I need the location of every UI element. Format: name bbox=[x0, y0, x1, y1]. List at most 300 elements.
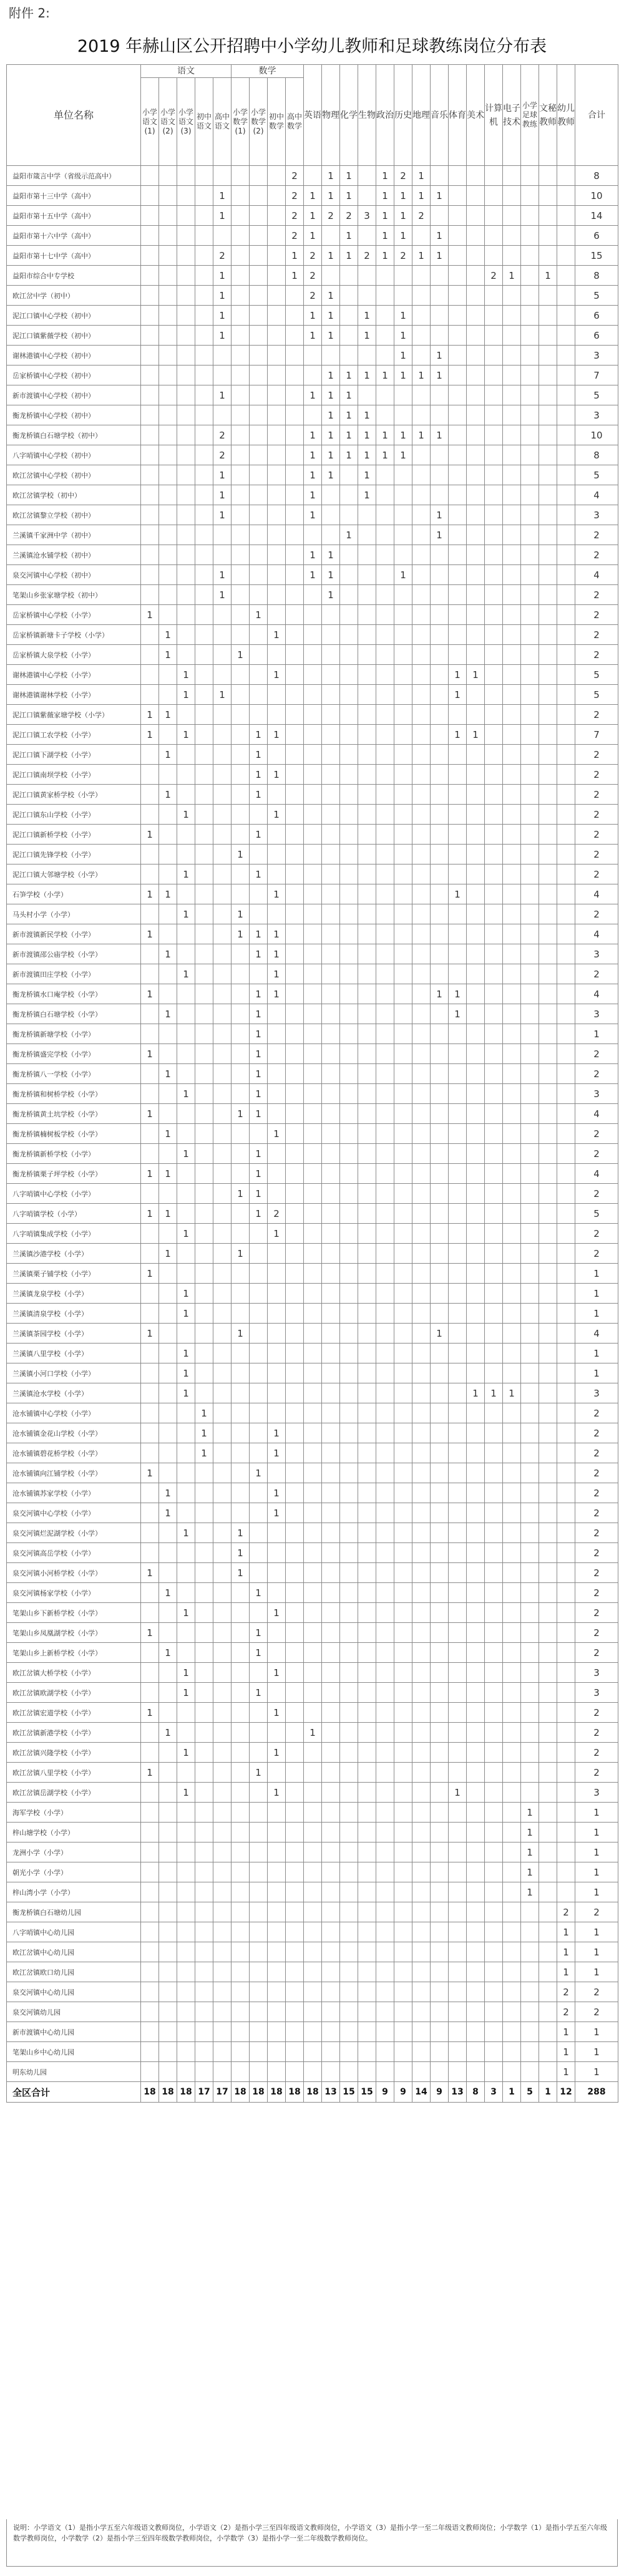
position-count-cell bbox=[250, 1383, 268, 1403]
position-count-cell bbox=[340, 465, 358, 485]
position-count-cell: 1 bbox=[159, 1583, 177, 1603]
position-count-cell bbox=[340, 1284, 358, 1304]
row-total-cell: 2 bbox=[575, 1543, 618, 1563]
position-count-cell bbox=[431, 765, 449, 785]
position-count-cell: 1 bbox=[322, 445, 340, 465]
position-count-cell bbox=[358, 984, 376, 1004]
position-count-cell bbox=[412, 924, 431, 944]
position-count-cell: 2 bbox=[286, 186, 304, 206]
position-count-cell bbox=[539, 884, 557, 904]
position-count-cell: 1 bbox=[213, 266, 232, 286]
position-count-cell bbox=[286, 1124, 304, 1144]
position-count-cell: 15 bbox=[340, 2082, 358, 2103]
row-total-cell: 6 bbox=[575, 326, 618, 346]
position-count-cell bbox=[268, 505, 286, 525]
position-count-cell: 1 bbox=[268, 984, 286, 1004]
position-count-cell bbox=[412, 585, 431, 605]
table-row bbox=[7, 725, 618, 745]
position-count-cell bbox=[376, 286, 394, 306]
position-count-cell bbox=[412, 1423, 431, 1443]
position-count-cell bbox=[177, 226, 195, 246]
position-count-cell bbox=[250, 1423, 268, 1443]
position-count-cell: 1 bbox=[177, 725, 195, 745]
position-count-cell bbox=[340, 1044, 358, 1064]
position-count-cell bbox=[485, 1823, 503, 1842]
position-count-cell bbox=[449, 286, 467, 306]
position-count-cell bbox=[449, 1084, 467, 1104]
position-count-cell bbox=[304, 904, 322, 924]
position-count-cell bbox=[521, 346, 539, 366]
position-count-cell bbox=[539, 1862, 557, 1882]
position-count-cell bbox=[322, 1683, 340, 1703]
position-count-cell: 1 bbox=[250, 765, 268, 785]
position-count-cell bbox=[159, 1603, 177, 1623]
row-total-cell: 1 bbox=[575, 1264, 618, 1284]
position-count-cell bbox=[412, 745, 431, 765]
table-body bbox=[7, 166, 618, 2103]
position-count-cell: 1 bbox=[304, 465, 322, 485]
position-count-cell bbox=[503, 485, 521, 505]
position-count-cell bbox=[467, 425, 485, 445]
position-count-cell bbox=[141, 2042, 159, 2062]
position-count-cell bbox=[340, 964, 358, 984]
position-count-cell bbox=[268, 1583, 286, 1603]
position-count-cell bbox=[159, 1383, 177, 1403]
position-count-cell bbox=[358, 1324, 376, 1344]
position-count-cell: 1 bbox=[141, 984, 159, 1004]
position-count-cell bbox=[304, 1084, 322, 1104]
position-count-cell bbox=[340, 845, 358, 864]
table-row bbox=[7, 924, 618, 944]
unit-name: 泉交河镇幼儿园 bbox=[7, 2002, 141, 2022]
position-count-cell bbox=[394, 1942, 412, 1962]
position-count-cell bbox=[195, 525, 213, 545]
position-count-cell bbox=[141, 1144, 159, 1164]
position-count-cell bbox=[521, 904, 539, 924]
position-count-cell bbox=[213, 1224, 232, 1244]
position-count-cell bbox=[322, 864, 340, 884]
position-count-cell bbox=[485, 405, 503, 425]
position-count-cell bbox=[304, 725, 322, 745]
position-count-cell bbox=[539, 1244, 557, 1264]
position-count-cell bbox=[539, 1044, 557, 1064]
row-total-cell: 2 bbox=[575, 1503, 618, 1523]
position-count-cell bbox=[449, 1284, 467, 1304]
position-count-cell bbox=[503, 286, 521, 306]
position-count-cell bbox=[521, 1902, 539, 1922]
position-count-cell bbox=[286, 745, 304, 765]
position-count-cell bbox=[322, 1543, 340, 1563]
position-count-cell bbox=[159, 765, 177, 785]
position-count-cell bbox=[322, 1902, 340, 1922]
position-count-cell bbox=[322, 1523, 340, 1543]
position-count-cell bbox=[376, 1104, 394, 1124]
position-count-cell bbox=[412, 1324, 431, 1344]
position-count-cell bbox=[232, 1224, 250, 1244]
position-count-cell bbox=[539, 206, 557, 226]
position-count-cell bbox=[503, 1144, 521, 1164]
position-count-cell bbox=[141, 745, 159, 765]
position-count-cell bbox=[340, 745, 358, 765]
position-count-cell bbox=[539, 805, 557, 825]
position-count-cell bbox=[268, 1024, 286, 1044]
position-count-cell bbox=[431, 1583, 449, 1603]
position-count-cell bbox=[286, 1743, 304, 1763]
unit-name: 泥江口镇先锋学校（小学） bbox=[7, 845, 141, 864]
position-count-cell bbox=[232, 1483, 250, 1503]
position-count-cell bbox=[141, 1603, 159, 1623]
position-count-cell bbox=[485, 1723, 503, 1743]
position-count-cell bbox=[159, 1184, 177, 1204]
position-count-cell bbox=[286, 1543, 304, 1563]
position-count-cell: 1 bbox=[250, 1144, 268, 1164]
position-count-cell bbox=[340, 565, 358, 585]
position-count-cell bbox=[521, 1084, 539, 1104]
position-count-cell: 1 bbox=[250, 1064, 268, 1084]
position-count-cell bbox=[250, 505, 268, 525]
position-count-cell bbox=[394, 1862, 412, 1882]
position-count-cell: 13 bbox=[449, 2082, 467, 2103]
position-count-cell bbox=[232, 1463, 250, 1483]
position-count-cell bbox=[521, 845, 539, 864]
position-count-cell bbox=[467, 1224, 485, 1244]
position-count-cell: 1 bbox=[268, 1783, 286, 1803]
position-count-cell bbox=[358, 166, 376, 186]
position-count-cell bbox=[394, 1423, 412, 1443]
position-count-cell bbox=[412, 1124, 431, 1144]
position-count-cell bbox=[141, 864, 159, 884]
position-count-cell bbox=[213, 1922, 232, 1942]
position-count-cell: 1 bbox=[358, 485, 376, 505]
col-header-biology: 生物 bbox=[358, 65, 376, 166]
position-count-cell bbox=[304, 984, 322, 1004]
position-count-cell bbox=[467, 1902, 485, 1922]
position-count-cell bbox=[177, 2022, 195, 2042]
position-count-cell bbox=[394, 765, 412, 785]
position-count-cell bbox=[358, 705, 376, 725]
position-count-cell bbox=[250, 1703, 268, 1723]
position-count-cell bbox=[177, 1064, 195, 1084]
position-count-cell bbox=[340, 645, 358, 665]
position-count-cell bbox=[521, 2022, 539, 2042]
position-count-cell bbox=[141, 1803, 159, 1823]
position-count-cell bbox=[340, 625, 358, 645]
col-header-geography: 地理 bbox=[412, 65, 431, 166]
position-count-cell bbox=[250, 1842, 268, 1862]
position-count-cell: 1 bbox=[394, 306, 412, 326]
row-total-cell: 2 bbox=[575, 545, 618, 565]
position-count-cell bbox=[412, 1902, 431, 1922]
unit-name: 衡龙桥镇栗子坪学校（小学） bbox=[7, 1164, 141, 1184]
position-count-cell: 1 bbox=[159, 884, 177, 904]
position-count-cell bbox=[159, 2002, 177, 2022]
position-count-cell bbox=[141, 1024, 159, 1044]
position-count-cell bbox=[557, 785, 575, 805]
position-count-cell bbox=[557, 1004, 575, 1024]
position-count-cell: 1 bbox=[557, 2062, 575, 2082]
position-count-cell: 1 bbox=[431, 366, 449, 385]
position-count-cell bbox=[340, 1383, 358, 1403]
position-count-cell: 18 bbox=[286, 2082, 304, 2103]
position-count-cell bbox=[521, 1723, 539, 1743]
position-count-cell bbox=[286, 2002, 304, 2022]
position-count-cell: 18 bbox=[304, 2082, 322, 2103]
position-count-cell bbox=[141, 405, 159, 425]
position-count-cell bbox=[394, 1823, 412, 1842]
position-count-cell bbox=[322, 1723, 340, 1743]
position-count-cell bbox=[394, 665, 412, 685]
unit-name: 益阳市箴言中学（省级示范高中） bbox=[7, 166, 141, 186]
position-count-cell bbox=[412, 505, 431, 525]
position-count-cell bbox=[467, 605, 485, 625]
position-count-cell bbox=[557, 326, 575, 346]
position-count-cell bbox=[358, 1244, 376, 1264]
position-count-cell bbox=[557, 924, 575, 944]
position-count-cell bbox=[449, 166, 467, 186]
position-count-cell: 2 bbox=[557, 1902, 575, 1922]
position-count-cell: 1 bbox=[232, 1244, 250, 1264]
position-count-cell bbox=[340, 1962, 358, 1982]
position-count-cell bbox=[322, 1224, 340, 1244]
row-total-cell: 5 bbox=[575, 685, 618, 705]
position-count-cell bbox=[159, 2062, 177, 2082]
position-count-cell bbox=[412, 845, 431, 864]
position-count-cell bbox=[159, 2042, 177, 2062]
position-count-cell bbox=[485, 346, 503, 366]
unit-name: 新市渡镇新民学校（小学） bbox=[7, 924, 141, 944]
position-count-cell: 1 bbox=[250, 1184, 268, 1204]
position-count-cell bbox=[286, 964, 304, 984]
position-count-cell bbox=[141, 964, 159, 984]
position-count-cell bbox=[394, 1044, 412, 1064]
position-count-cell bbox=[232, 1084, 250, 1104]
col-header-junior-chinese: 初中语文 bbox=[195, 78, 213, 166]
position-count-cell bbox=[304, 1443, 322, 1463]
position-count-cell bbox=[431, 1823, 449, 1842]
position-count-cell bbox=[159, 585, 177, 605]
position-count-cell: 1 bbox=[177, 685, 195, 705]
position-count-cell bbox=[485, 864, 503, 884]
position-count-cell bbox=[177, 1643, 195, 1663]
position-count-cell bbox=[286, 405, 304, 425]
position-count-cell bbox=[250, 326, 268, 346]
position-count-cell bbox=[539, 705, 557, 725]
position-count-cell: 2 bbox=[557, 1982, 575, 2002]
position-count-cell bbox=[449, 1603, 467, 1623]
position-count-cell bbox=[503, 1344, 521, 1363]
position-count-cell: 1 bbox=[394, 445, 412, 465]
position-count-cell bbox=[449, 1483, 467, 1503]
table-row bbox=[7, 1643, 618, 1663]
table-row bbox=[7, 1383, 618, 1403]
position-count-cell bbox=[213, 845, 232, 864]
position-count-cell bbox=[412, 1723, 431, 1743]
col-header-primary-math-1: 小学数学(1) bbox=[232, 78, 250, 166]
position-count-cell bbox=[177, 1164, 195, 1184]
position-count-cell bbox=[358, 1942, 376, 1962]
position-count-cell: 1 bbox=[322, 326, 340, 346]
position-count-cell bbox=[539, 984, 557, 1004]
position-count-cell bbox=[358, 1443, 376, 1463]
position-count-cell: 1 bbox=[268, 1503, 286, 1523]
position-count-cell bbox=[213, 1882, 232, 1902]
table-row bbox=[7, 1304, 618, 1324]
position-count-cell bbox=[557, 1024, 575, 1044]
position-count-cell: 1 bbox=[268, 1703, 286, 1723]
position-count-cell bbox=[503, 445, 521, 465]
position-count-cell bbox=[177, 825, 195, 845]
position-count-cell bbox=[232, 1842, 250, 1862]
position-count-cell bbox=[467, 2022, 485, 2042]
position-count-cell bbox=[213, 1204, 232, 1224]
position-count-cell bbox=[322, 1363, 340, 1383]
position-count-cell bbox=[213, 1463, 232, 1483]
position-count-cell bbox=[449, 964, 467, 984]
row-total-cell: 3 bbox=[575, 1383, 618, 1403]
position-count-cell bbox=[539, 1503, 557, 1523]
position-count-cell bbox=[431, 326, 449, 346]
position-count-cell bbox=[467, 705, 485, 725]
position-count-cell bbox=[177, 1244, 195, 1264]
position-count-cell bbox=[376, 1344, 394, 1363]
position-count-cell bbox=[394, 1842, 412, 1862]
position-count-cell bbox=[467, 1523, 485, 1543]
position-count-cell: 17 bbox=[213, 2082, 232, 2103]
position-count-cell bbox=[159, 1683, 177, 1703]
position-count-cell bbox=[449, 405, 467, 425]
table-row bbox=[7, 1862, 618, 1882]
position-count-cell bbox=[485, 1583, 503, 1603]
position-count-cell bbox=[521, 1523, 539, 1543]
position-count-cell bbox=[232, 1962, 250, 1982]
position-count-cell bbox=[431, 206, 449, 226]
position-count-cell bbox=[394, 625, 412, 645]
position-count-cell bbox=[195, 1982, 213, 2002]
row-total-cell: 2 bbox=[575, 1064, 618, 1084]
position-count-cell bbox=[431, 266, 449, 286]
position-count-cell bbox=[412, 2002, 431, 2022]
position-count-cell bbox=[322, 825, 340, 845]
position-count-cell bbox=[467, 246, 485, 266]
position-count-cell: 1 bbox=[268, 805, 286, 825]
position-count-cell bbox=[467, 1703, 485, 1723]
position-count-cell bbox=[539, 1264, 557, 1284]
position-count-cell bbox=[394, 1543, 412, 1563]
position-count-cell bbox=[322, 1244, 340, 1264]
position-count-cell bbox=[268, 1004, 286, 1024]
position-count-cell bbox=[358, 904, 376, 924]
position-count-cell bbox=[213, 1683, 232, 1703]
table-row bbox=[7, 1842, 618, 1862]
position-count-cell bbox=[467, 1344, 485, 1363]
col-header-physics: 物理 bbox=[322, 65, 340, 166]
position-count-cell bbox=[412, 1204, 431, 1224]
position-count-cell bbox=[232, 864, 250, 884]
position-count-cell bbox=[394, 1563, 412, 1583]
position-count-cell: 1 bbox=[557, 2042, 575, 2062]
position-count-cell bbox=[431, 1842, 449, 1862]
position-count-cell bbox=[195, 1463, 213, 1483]
position-count-cell: 1 bbox=[250, 1164, 268, 1184]
position-count-cell bbox=[195, 1204, 213, 1224]
position-count-cell bbox=[557, 166, 575, 186]
position-count-cell bbox=[159, 605, 177, 625]
position-count-cell bbox=[376, 785, 394, 805]
position-count-cell bbox=[412, 445, 431, 465]
position-count-cell bbox=[467, 326, 485, 346]
position-count-cell: 1 bbox=[250, 924, 268, 944]
position-count-cell bbox=[195, 405, 213, 425]
position-count-cell bbox=[195, 1144, 213, 1164]
position-count-cell bbox=[286, 1882, 304, 1902]
position-count-cell bbox=[340, 924, 358, 944]
position-count-cell bbox=[394, 1523, 412, 1543]
position-count-cell bbox=[177, 1902, 195, 1922]
position-count-cell bbox=[449, 1204, 467, 1224]
unit-name: 衡龙桥镇楠树板学校（小学） bbox=[7, 1124, 141, 1144]
position-count-cell bbox=[485, 1463, 503, 1483]
position-count-cell bbox=[250, 565, 268, 585]
position-count-cell bbox=[358, 2022, 376, 2042]
position-count-cell bbox=[485, 1783, 503, 1803]
position-count-cell bbox=[177, 785, 195, 805]
position-count-cell bbox=[177, 2002, 195, 2022]
position-count-cell bbox=[485, 485, 503, 505]
position-count-cell bbox=[467, 1443, 485, 1463]
table-row bbox=[7, 206, 618, 226]
position-count-cell: 2 bbox=[286, 166, 304, 186]
position-count-cell bbox=[376, 1284, 394, 1304]
position-count-cell bbox=[340, 1803, 358, 1823]
unit-name: 岳家桥镇新塘卡子学校（小学） bbox=[7, 625, 141, 645]
position-count-cell bbox=[250, 2062, 268, 2082]
position-count-cell bbox=[141, 366, 159, 385]
position-count-cell bbox=[268, 485, 286, 505]
position-count-cell bbox=[503, 1902, 521, 1922]
unit-name: 欧江岔镇八里学校（小学） bbox=[7, 1763, 141, 1783]
position-count-cell bbox=[195, 465, 213, 485]
position-count-cell bbox=[213, 525, 232, 545]
position-count-cell bbox=[213, 645, 232, 665]
position-count-cell bbox=[195, 1244, 213, 1264]
position-count-cell bbox=[286, 326, 304, 346]
position-count-cell bbox=[503, 1842, 521, 1862]
position-count-cell bbox=[521, 964, 539, 984]
position-count-cell bbox=[467, 2042, 485, 2062]
position-count-cell: 1 bbox=[449, 1783, 467, 1803]
unit-name: 兰溪镇千家洲中学（初中） bbox=[7, 525, 141, 545]
position-count-cell bbox=[213, 1723, 232, 1743]
position-count-cell bbox=[304, 705, 322, 725]
position-count-cell: 1 bbox=[322, 366, 340, 385]
position-count-cell bbox=[286, 1783, 304, 1803]
position-count-cell bbox=[322, 625, 340, 645]
position-count-cell bbox=[250, 1563, 268, 1583]
position-count-cell bbox=[539, 1922, 557, 1942]
position-count-cell bbox=[250, 645, 268, 665]
position-count-cell bbox=[431, 1304, 449, 1324]
position-count-cell bbox=[394, 705, 412, 725]
position-count-cell bbox=[521, 1264, 539, 1284]
position-count-cell bbox=[195, 904, 213, 924]
position-count-cell bbox=[394, 1483, 412, 1503]
position-count-cell: 1 bbox=[232, 1543, 250, 1563]
position-count-cell bbox=[431, 645, 449, 665]
position-count-cell bbox=[521, 1743, 539, 1763]
position-count-cell bbox=[358, 1663, 376, 1683]
position-count-cell bbox=[268, 286, 286, 306]
position-count-cell bbox=[159, 964, 177, 984]
